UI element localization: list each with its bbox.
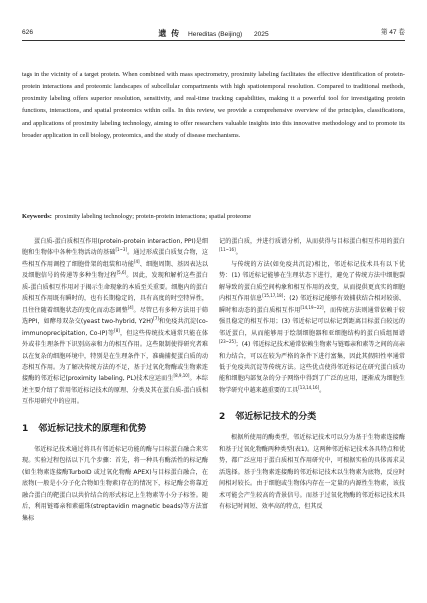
citation-ref: [13,14,16] (298, 384, 320, 390)
text-run: ，而传统方法则通常依赖于较强且稳定的相互作用；(3) 邻近标记可以标记到距离目标蛋白较远的邻近蛋白，从而能够用于绘制细胞器和亚细胞结构的蛋白质组图谱 (219, 306, 406, 337)
text-run: 。因此，发现和解析这些蛋白质-蛋白质相互作用对于揭示生命现象的本质至关重要。细胞内的蛋白质相互作用既有瞬时的，也有长期稳定的，具有高度的时空特异性，且往往随着细胞状态的变化而动态调整 (22, 272, 209, 314)
citation-ref: [4] (133, 258, 140, 264)
continued-paragraph (219, 236, 405, 259)
journal-header (22, 28, 405, 40)
citation-ref: [7] (153, 316, 159, 322)
section-1-number: 1 (22, 423, 29, 434)
volume-label: 第 47 卷 (380, 29, 405, 36)
text-run: 蛋白质-蛋白质相互作用(protein-protein interaction, PPI)是细胞和生物体中各种生物活动的基础 (22, 238, 208, 257)
text-run: 邻近标记技术通过将具有邻近标记功能的酶与目标蛋白融合来实现。实验过程包括以下几个步骤：首先，将一种具有酶活性的标记酶(如生物素连接酶TurboID 或过氧化物酶 APEX)与目标蛋白融合，在底物(一般是小分子化合物如生物素)存在的情况下，标记酶会将靠近融合蛋白的靶蛋白以共价结合的形式标记上生物素等小分子标签。随后，利用链霉亲和素磁珠(streptavidin magnetic beads)等方法富集标 (22, 445, 208, 522)
text-run: 、细胞周期、基因表达以及细胞信号的传递等多种生物过程 (22, 260, 209, 280)
english-abstract: tags in the vicinity of a target protein. When combined with mass spectrometry, proximity labeling facilitates the effective identification of protein-protein interactions and proteomic landscapes of subcellular compartments with high spatiotemporal resolution. Compared to traditional methods, proximity labeling offers superior resolution, sensitivity, and real-time tracking capabilities, making it a powerful tool for investigating protein functions, interactions, and spatial proteomics within cells. In this review, we provide a comprehensive overview of the principles, classifications, and applications of proximity labeling technology, aiming to offer researchers valuable insights into this innovative methodology and to promote its broader application in cell biology, proteomics, and the study of disease mechanisms. (22, 71, 405, 139)
citation-ref: [23~25] (219, 339, 236, 345)
journal-year: 2025 (253, 31, 269, 38)
text-run: 。 (235, 249, 242, 257)
section-1-title: 邻近标记技术的原理和优势 (38, 423, 147, 434)
journal-name: Hereditas (Beijing) (188, 31, 243, 38)
running-header (22, 28, 405, 38)
citation-ref: [1~3] (115, 247, 128, 253)
text-run: 与传统的方法(如免疫共沉淀)相比，邻近标记技术具有以下优势：(1) 邻近标记能够在生理状态下进行，避免了传统方法中细胞裂解导致的蛋白质空间构象和相互作用的改变，从而提供更真实的细胞内相互作用信息 (219, 260, 405, 303)
text-run: 和免疫共沉淀(co-immunoprecipitation, Co-IP)等 (22, 318, 208, 337)
citation-ref: [4] (127, 304, 134, 310)
intro-paragraph (22, 236, 208, 408)
citation-ref: [11~16] (219, 247, 236, 253)
journal-logo: 遗 传 (158, 28, 181, 38)
text-run: ；(4) 邻近标记技术通常依赖生物素与链霉亲和素等之间的高亲和力结合，可以在较为严格的条件下进行富集，因此其假阳性率通常低于免疫共沉淀等传统方法。这些优点使得邻近标记在研究蛋白质功能和细胞内部复杂的分子网络中得到了广泛的应用，逐渐成为细胞生物学研究中越来越重要的工具 (219, 341, 405, 394)
text-run: ，但这些传统技术通常只能在体外或非生理条件下识别高亲和力的相互作用。这些限制使得研究者难以在复杂的细胞环境中，特别是在生理条件下，准确捕捉蛋白质的动态相互作用。为了解决传统方法的不足，基于过氧化物酶或生物素连接酶的邻近标记(proximity labeling, PL)技术应运而生 (22, 329, 208, 383)
text-run: 记的蛋白质，并进行质谱分析，从而获得与目标蛋白相互作用的蛋白 (219, 238, 405, 245)
section-2-heading (219, 410, 405, 424)
text-run: ；(2) 邻近标记能够有效捕获结合相对较弱、瞬时和动态的蛋白质相互作用 (219, 295, 405, 314)
citation-ref: [8] (114, 327, 120, 333)
section-2-title: 邻近标记技术的分类 (235, 412, 317, 423)
text-run: 根据所使用的酶类型，邻近标记技术可以分为基于生物素连接酶和基于过氧化物酶两种类型(表1)。这两种邻近标记技术各具特点和优势，都广泛应用于蛋白质相互作用研究中，可根据实验的具体需求灵活选择。基于生物素连接酶的邻近标记技术以生物素为底物，反应时间相对较长。由于细胞或生物体内存在一定量的内源性生物素，该技术可能会产生较高的背景信号。而基于过氧化物酶的邻近标记技术具有标记时间短、效率高的特点，但其反 (219, 434, 405, 511)
right-column (219, 236, 405, 513)
keywords-label: Keywords: (22, 213, 52, 220)
text-run: 。本综述主要介绍了常用邻近标记技术的原理、分类及其在蛋白质-蛋白质相互作用研究中的应用。 (22, 375, 208, 406)
text-run: 。 (319, 386, 326, 394)
page-number: 626 (22, 29, 34, 36)
section-1-paragraph (22, 444, 208, 524)
section-1-heading (22, 422, 208, 436)
section-2-paragraph (219, 432, 405, 512)
left-column (22, 236, 208, 524)
advantages-paragraph (219, 259, 405, 396)
section-2-number: 2 (219, 412, 226, 423)
keywords-text: proximity labeling technology; protein-protein interactions; spatial proteome (54, 213, 252, 220)
text-run: 。通过形成蛋白质复合物，这些相互作用调控了细胞骨架的组装和功能 (22, 249, 209, 268)
keywords-line (22, 211, 405, 222)
text-run: 。尽管已有多种方法用于筛选PPI，如酵母双杂交(yeast two-hybrid, Y2H) (22, 306, 209, 326)
header-rule (22, 40, 405, 41)
citation-ref: [14,19~22] (300, 304, 324, 310)
citation-ref: [5,6] (116, 270, 127, 276)
citation-ref: [15,17,18] (262, 293, 284, 299)
citation-ref: [8,9,10] (173, 373, 190, 379)
